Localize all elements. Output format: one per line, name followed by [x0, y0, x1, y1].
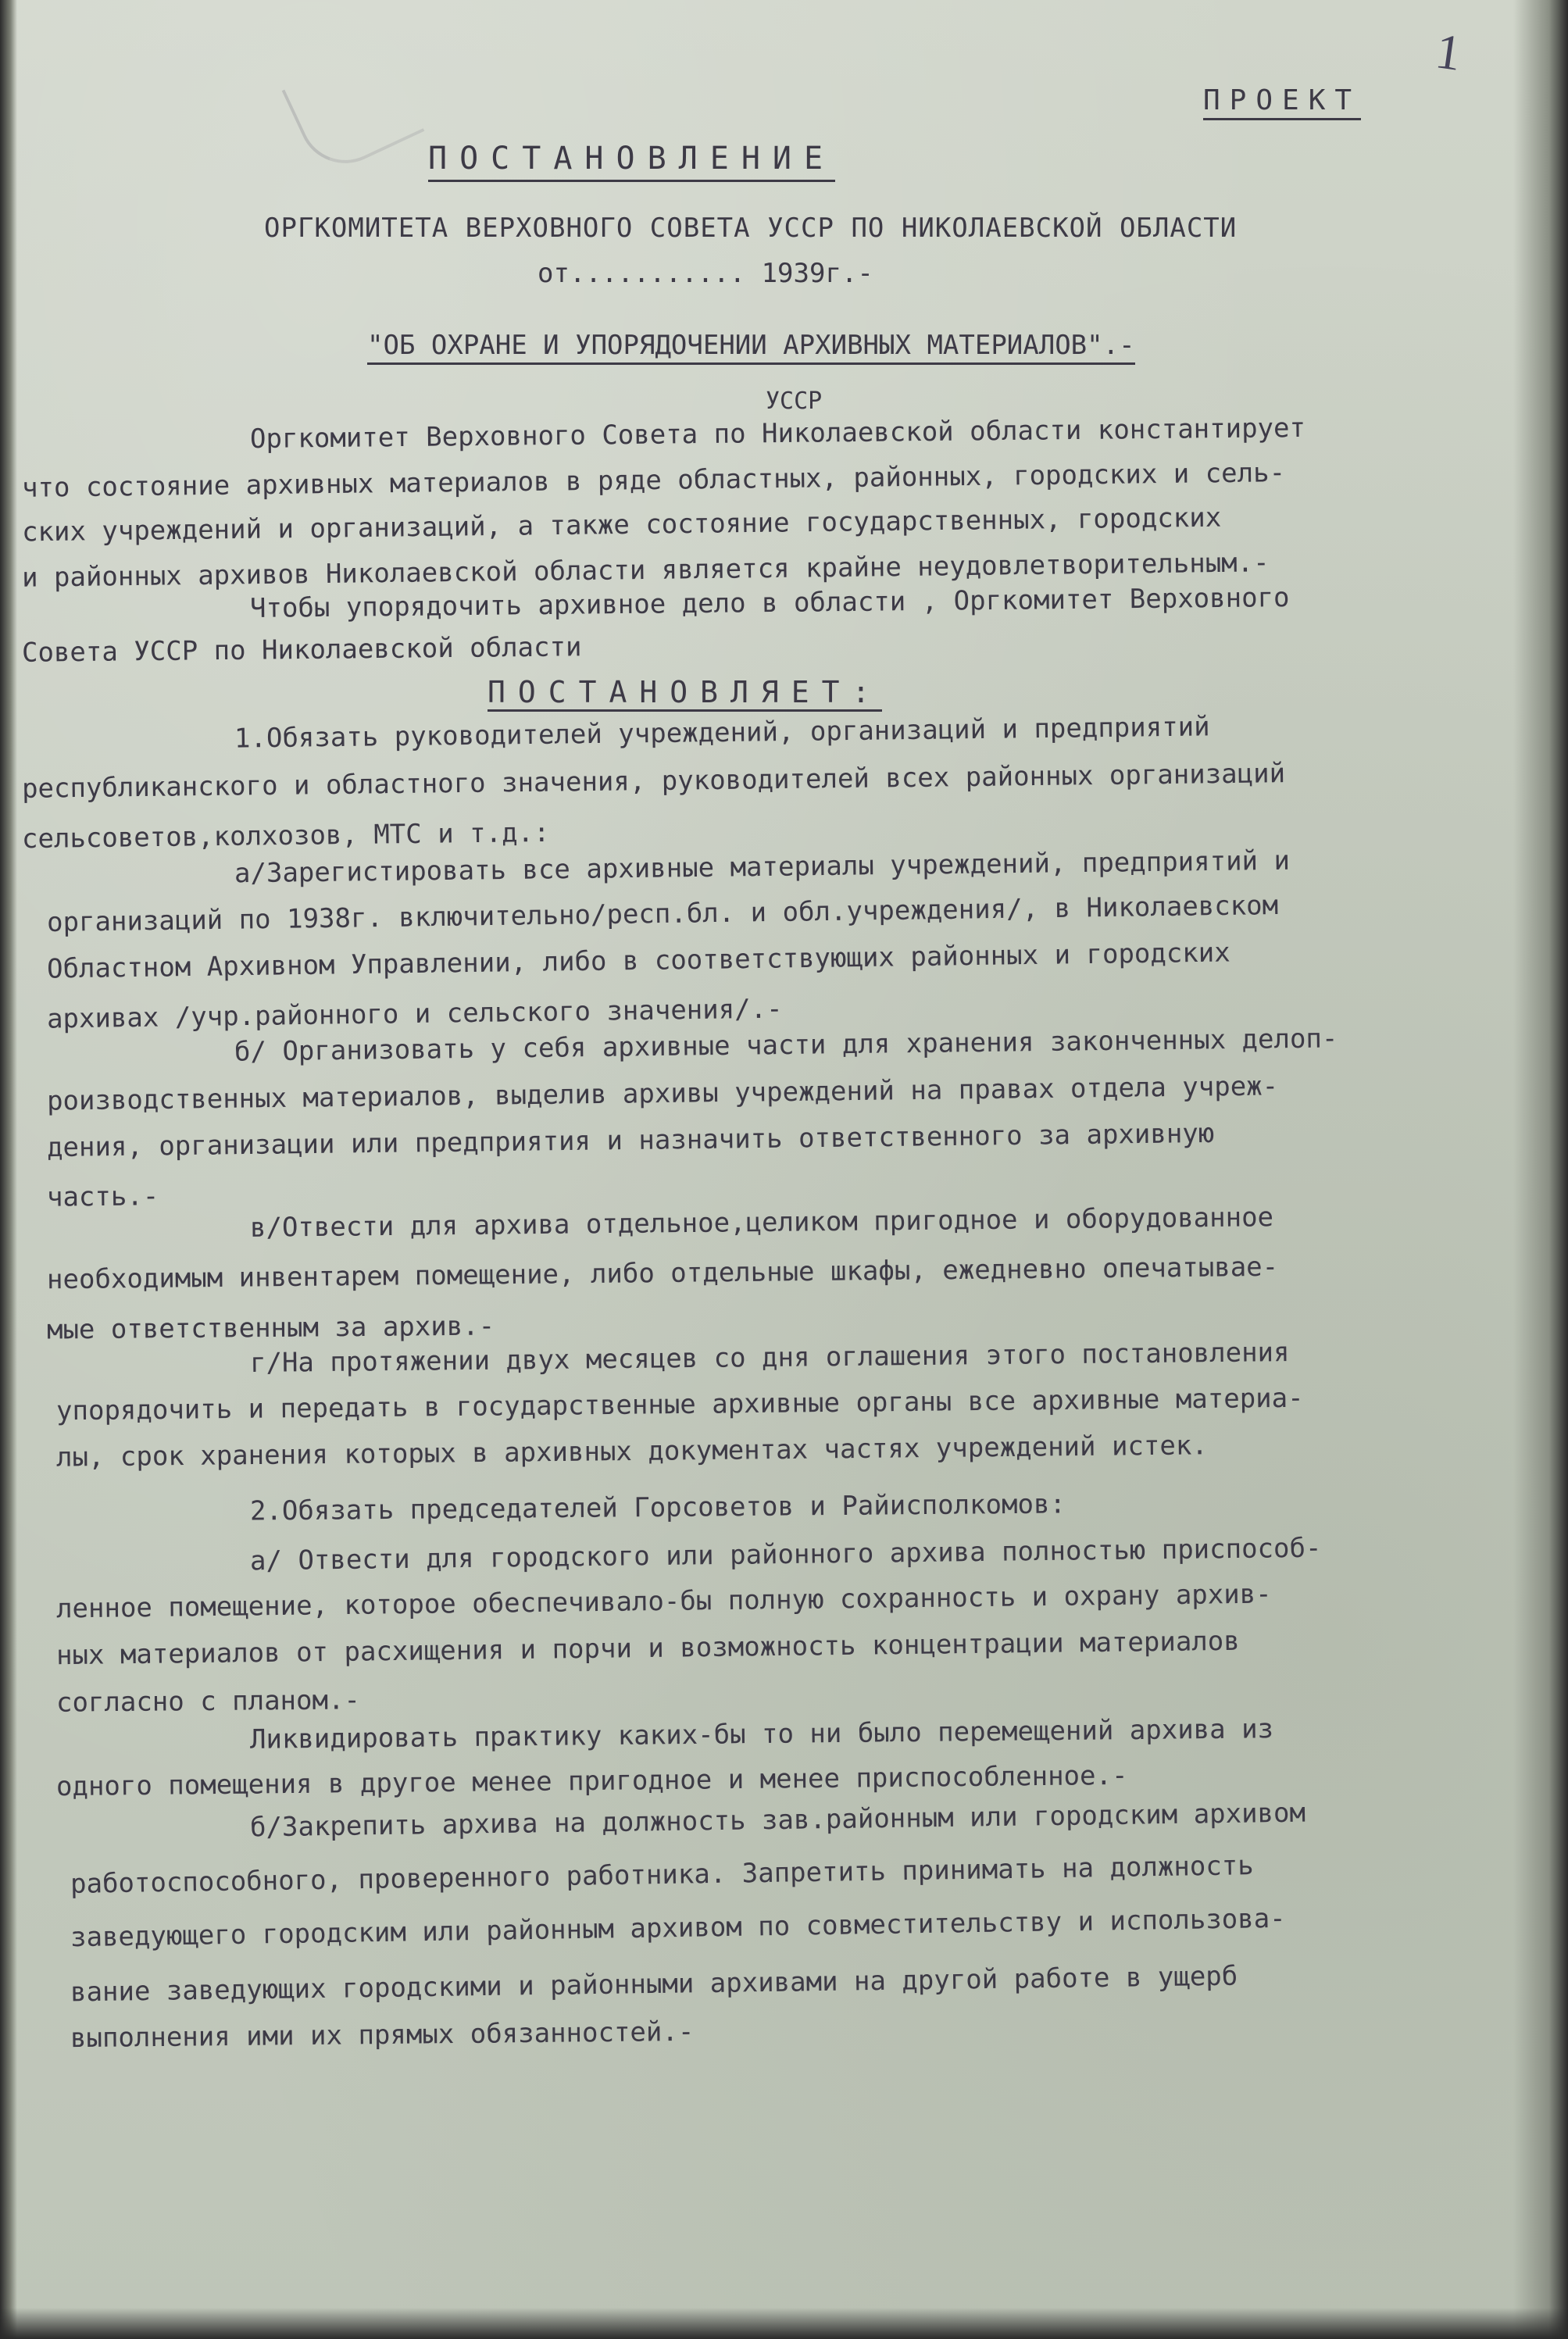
body-line: ных материалов от расхищения и порчи и возможность концентрации материалов [55, 1625, 1240, 1672]
body-line: а/ Отвести для городского или районного архива полностью приспособ- [249, 1532, 1322, 1577]
scan-edge-right [1513, 0, 1568, 2339]
body-line: Совета УССР по Николаевской области [21, 631, 582, 669]
body-line: 2.Обязать председателей Горсоветов и Райисполкомов: [249, 1488, 1066, 1527]
body-line: часть.- [46, 1180, 159, 1213]
body-line: одного помещения в другое менее пригодное и менее приспособленное.- [55, 1759, 1128, 1803]
body-line: Чтобы упорядочить архивное дело в области , Оргкомитет Верховного [249, 582, 1290, 624]
scan-edge-left [0, 0, 17, 2339]
body-line: роизводственных материалов, выделив архивы учреждений на правах отдела учреж- [46, 1070, 1279, 1117]
body-line: б/ Организовать у себя архивные части для хранения законченных делоп- [234, 1023, 1338, 1068]
document-subject: "ОБ ОХРАНЕ И УПОРЯДОЧЕНИИ АРХИВНЫХ МАТЕРИАЛОВ".- [367, 330, 1135, 365]
body-line: мые ответственным за архив.- [46, 1310, 495, 1346]
body-line: Оргкомитет Верховного Совета по Николаевской области константирует [249, 412, 1306, 455]
handwritten-insert: УССР [766, 387, 823, 415]
body-line: согласно с планом.- [55, 1684, 361, 1719]
body-line: упорядочить и передать в государственные архивные органы все архивные материа- [55, 1382, 1304, 1427]
folio-number: 1 [1432, 23, 1465, 81]
body-line: работоспособного, проверенного работника. Запретить принимать на должность [70, 1850, 1254, 1900]
issuing-organization: ОРГКОМИТЕТА ВЕРХОВНОГО СОВЕТА УССР ПО НИКОЛАЕВСКОЙ ОБЛАСТИ [264, 212, 1238, 244]
body-line: дения, организации или предприятия и назначить ответственного за архивную [46, 1117, 1215, 1164]
document-date: от........... 1939г.- [538, 258, 873, 289]
body-line: лы, срок хранения которых в архивных документах частях учреждений истек. [55, 1430, 1208, 1473]
body-line: Областном Архивном Управлении, либо в соответствующих районных и городских [46, 937, 1230, 985]
body-line: вание заведующих городскими и районными архивами на другой работе в ущерб [70, 1960, 1238, 2009]
pencil-annotation-mark [282, 43, 425, 178]
project-stamp: ПРОЕКТ [1203, 84, 1361, 120]
body-line: заведующего городским или районным архивом по совместительству и использова- [70, 1902, 1286, 1954]
body-line: 1.Обязать руководителей учреждений, организаций и предприятий [234, 711, 1210, 755]
body-line: и районных архивов Николаевской области является крайне неудовлетворительным.- [21, 547, 1270, 594]
body-line: архивах /учр.районного и сельского значения/.- [46, 993, 783, 1035]
resolves-heading: ПОСТАНОВЛЯЕТ: [488, 675, 882, 712]
body-line: выполнения ими их прямых обязанностей.- [70, 2016, 695, 2055]
body-line: что состояние архивных материалов в ряде областных, районных, городских и сель- [21, 457, 1286, 504]
body-line: Ликвидировать практику каких-бы то ни было перемещений архива из [249, 1713, 1274, 1755]
body-line: сельсоветов,колхозов, МТС и т.д.: [21, 816, 550, 855]
document-heading: ПОСТАНОВЛЕНИЕ [428, 141, 835, 182]
body-line: г/На протяжении двух месяцев со дня оглашения этого постановления [249, 1337, 1290, 1379]
body-line: необходимым инвентарем помещение, либо отдельные шкафы, ежедневно опечатывае- [46, 1251, 1279, 1296]
body-line: в/Отвести для архива отдельное,целиком пригодное и оборудованное [249, 1202, 1274, 1244]
body-line: ленное помещение, которое обеспечивало-бы полную сохранность и охрану архив- [55, 1578, 1272, 1625]
body-line: а/Зарегистировать все архивные материалы учреждений, предприятий и [234, 845, 1291, 890]
body-line: организаций по 1938г. включительно/респ.бл. и обл.учреждения/, в Николаевском [46, 889, 1279, 939]
body-line: ских учреждений и организаций, а также состояние государственных, городских [21, 502, 1222, 548]
scan-edge-bottom [0, 2308, 1568, 2339]
body-line: б/Закрепить архива на должность зав.районным или городским архивом [249, 1797, 1306, 1844]
body-line: республиканского и областного значения, руководителей всех районных организаций [21, 758, 1286, 805]
